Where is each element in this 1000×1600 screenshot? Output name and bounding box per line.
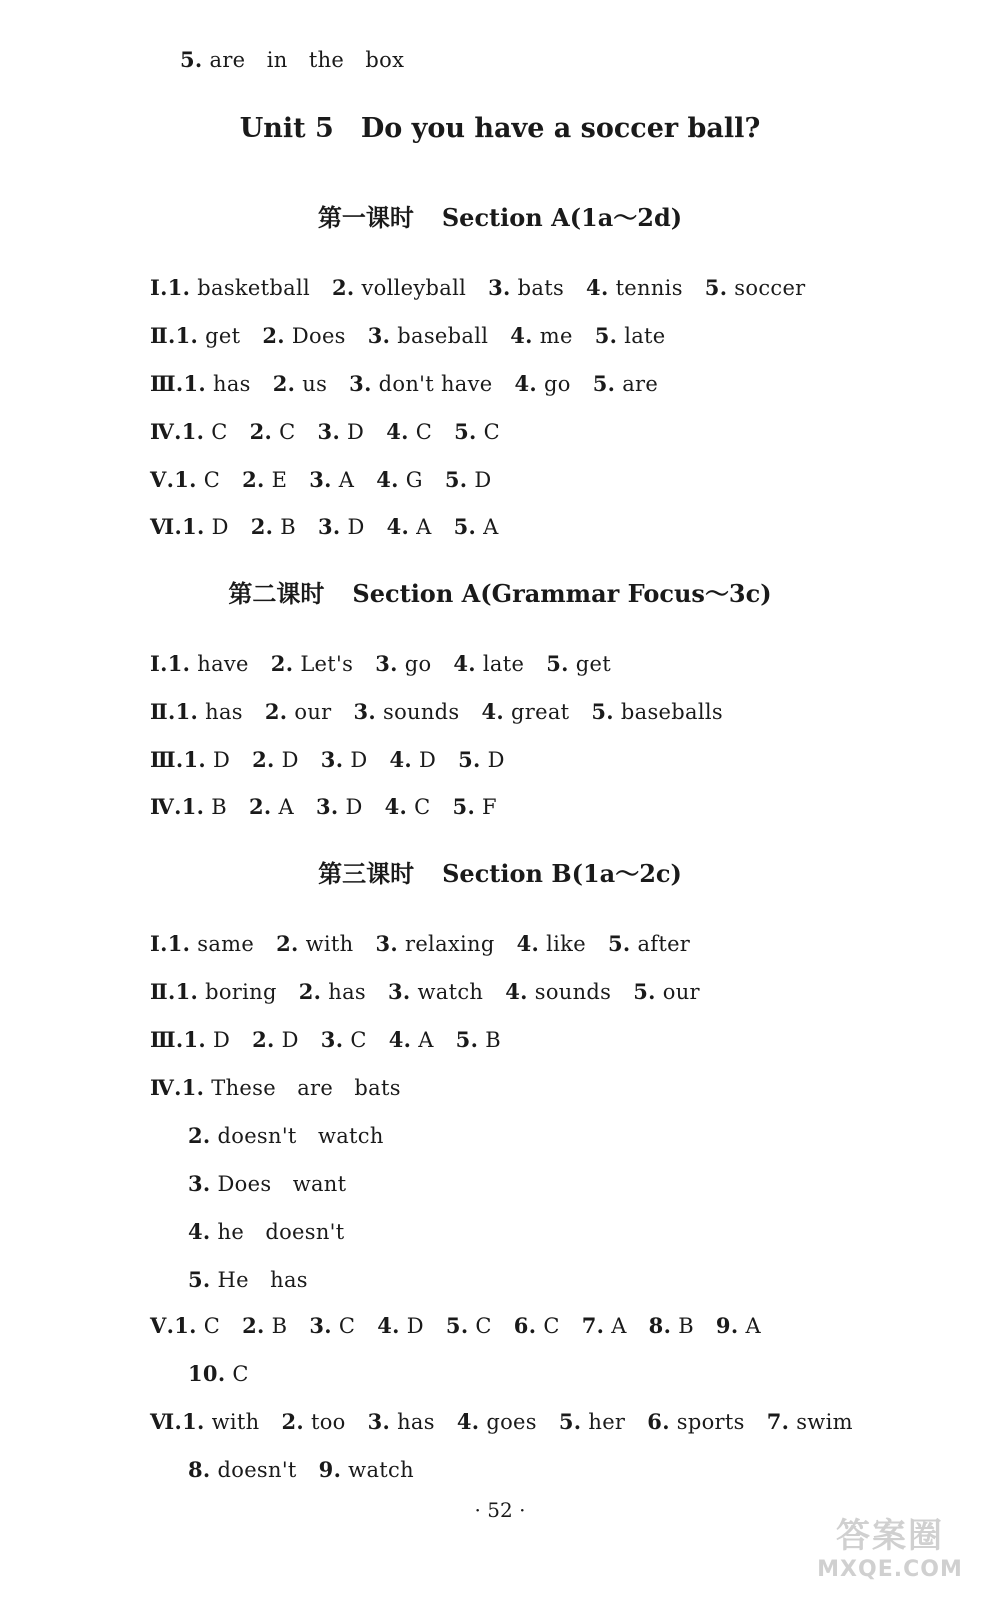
item-answer: A: [483, 515, 499, 539]
item-number: 1.: [183, 747, 207, 772]
roman-numeral: Ⅲ.: [150, 371, 184, 396]
roman-numeral: Ⅱ.: [150, 323, 176, 348]
item-number: 1.: [175, 979, 199, 1004]
item-answer: D: [350, 748, 368, 772]
item-answer: A: [338, 468, 355, 492]
item-answer: go: [404, 652, 432, 676]
watermark-text: 答案圈: [836, 1516, 944, 1556]
item-number: 4.: [386, 514, 410, 539]
item-number: 10.: [188, 1361, 226, 1386]
item-number: 5.: [454, 419, 477, 444]
item-number: 4.: [453, 651, 476, 676]
answer-row: [150, 513, 499, 541]
item-number: 1.: [167, 931, 191, 956]
item-answer: our: [294, 700, 332, 724]
roman-numeral: Ⅱ.: [150, 979, 176, 1004]
item-number: 5.: [592, 371, 616, 396]
item-number: 1.: [167, 651, 191, 676]
item-number: 3.: [320, 747, 344, 772]
top-answer-line: [180, 46, 404, 74]
item-answer: are: [622, 372, 659, 396]
item-number: 4.: [386, 419, 409, 444]
item-answer: D: [347, 515, 365, 539]
item-number: 5.: [453, 514, 477, 539]
item-number: 2.: [264, 699, 288, 724]
item-answer: has: [328, 980, 366, 1004]
item-number: 5.: [633, 979, 656, 1004]
item-answer: C: [415, 420, 433, 444]
item-answer: basketball: [197, 276, 310, 300]
item-answer: great: [511, 700, 570, 724]
item-number: 1.: [183, 371, 207, 396]
item-number: 8.: [188, 1457, 211, 1482]
item-answer: D: [345, 795, 363, 819]
item-number: 5.: [546, 651, 569, 676]
item-number: 9.: [318, 1457, 342, 1482]
item-number: 6.: [647, 1409, 670, 1434]
item-answer: doesn't: [217, 1458, 297, 1482]
item-number: 3.: [375, 931, 398, 956]
item-number: 2.: [272, 371, 296, 396]
item-answer: A: [745, 1314, 761, 1338]
item-number: 3.: [367, 1409, 391, 1434]
roman-numeral: Ⅳ.: [150, 1075, 182, 1100]
roman-numeral: Ⅴ.: [150, 1313, 175, 1338]
item-number: 7.: [766, 1409, 790, 1434]
answer-row: [150, 1074, 401, 1102]
item-answer: D: [487, 748, 505, 772]
item-answer: F: [482, 795, 497, 819]
item-answer: C: [350, 1028, 367, 1052]
item-answer: get: [205, 324, 241, 348]
item-answer: soccer: [734, 276, 806, 300]
item-answer: like: [546, 932, 586, 956]
item-answer: baseballs: [620, 700, 723, 724]
item-number: 2.: [249, 794, 272, 819]
roman-numeral: Ⅲ.: [150, 1027, 184, 1052]
item-number: 4.: [456, 1409, 480, 1434]
item-number: 3.: [309, 1313, 332, 1338]
item-answer: A: [416, 515, 432, 539]
item-number: 4.: [510, 323, 533, 348]
answer-row: [150, 746, 505, 774]
roman-numeral: Ⅰ.: [150, 275, 168, 300]
item-answer: late: [624, 324, 666, 348]
item-answer: he doesn't: [217, 1220, 345, 1244]
item-number: 7.: [581, 1313, 605, 1338]
item-answer: C: [203, 468, 221, 492]
answer-row: [150, 418, 500, 446]
answer-row: [188, 1170, 346, 1198]
item-answer: Does: [291, 324, 346, 348]
answer-row: [188, 1456, 414, 1484]
item-number: 5.: [445, 1313, 469, 1338]
item-answer: bats: [517, 276, 565, 300]
item-number: 2.: [252, 1027, 275, 1052]
answer-row: [150, 322, 666, 350]
item-answer: relaxing: [404, 932, 495, 956]
roman-numeral: Ⅳ.: [150, 794, 182, 819]
answer-row: [150, 793, 497, 821]
item-number: 5.: [444, 467, 468, 492]
item-answer: late: [482, 652, 525, 676]
item-answer: volleyball: [361, 276, 467, 300]
item-answer: us: [302, 372, 328, 396]
item-answer: has: [213, 372, 251, 396]
item-answer: get: [575, 652, 611, 676]
section-title-cn: 第一课时: [317, 204, 414, 232]
item-number: 2.: [252, 747, 275, 772]
item-answer: B: [271, 1314, 288, 1338]
item-number: 5.: [591, 699, 614, 724]
item-answer: her: [588, 1410, 626, 1434]
item-answer: D: [281, 748, 299, 772]
item-answer: swim: [796, 1410, 853, 1434]
item-answer: C: [203, 1314, 221, 1338]
item-answer: Let's: [300, 652, 354, 676]
watermark-logo: [800, 1508, 980, 1588]
item-answer: tennis: [615, 276, 683, 300]
item-number: 5.: [455, 1027, 479, 1052]
item-answer: sounds: [383, 700, 460, 724]
roman-numeral: Ⅵ.: [150, 514, 183, 539]
roman-numeral: Ⅵ.: [150, 1409, 183, 1434]
answer-row: [150, 1312, 761, 1340]
item-answer: go: [544, 372, 571, 396]
roman-numeral: Ⅰ.: [150, 651, 168, 676]
item-number: 9.: [715, 1313, 739, 1338]
item-number: 4.: [514, 371, 538, 396]
answer-row: [188, 1218, 345, 1246]
item-answer: doesn't watch: [217, 1124, 384, 1148]
item-number: 2.: [281, 1409, 304, 1434]
item-number: 4.: [188, 1219, 211, 1244]
item-number: 1.: [181, 1075, 205, 1100]
item-number: 5.: [607, 931, 631, 956]
item-number: 4.: [516, 931, 540, 956]
item-answer: has: [397, 1410, 435, 1434]
item-number: 2.: [242, 1313, 265, 1338]
item-answer: has: [205, 700, 243, 724]
item-number: 4.: [389, 747, 412, 772]
item-number: 1.: [181, 794, 205, 819]
item-answer: D: [213, 1028, 231, 1052]
answer-row: [188, 1360, 249, 1388]
item-number: 1.: [175, 699, 199, 724]
item-answer: sounds: [534, 980, 612, 1004]
item-number: 5.: [452, 794, 476, 819]
roman-numeral: Ⅴ.: [150, 467, 175, 492]
item-number: 5.: [704, 275, 728, 300]
answer-row: [150, 698, 723, 726]
item-answer: C: [338, 1314, 356, 1338]
item-answer: C: [211, 420, 228, 444]
item-answer: C: [279, 420, 296, 444]
answer-row: [150, 466, 492, 494]
item-number: 3.: [367, 323, 391, 348]
item-number: 3.: [317, 419, 341, 444]
answer-row: [188, 1122, 384, 1150]
item-answer: A: [611, 1314, 627, 1338]
roman-numeral: Ⅲ.: [150, 747, 184, 772]
item-number: 1.: [183, 1027, 207, 1052]
section-title-cn: 第二课时: [228, 580, 325, 608]
item-answer: D: [213, 748, 231, 772]
item-number: 3.: [488, 275, 511, 300]
item-answer: too: [310, 1410, 346, 1434]
section-title-en: Section A(1a～2d): [441, 203, 683, 232]
item-number: 3.: [315, 794, 339, 819]
item-answer: with: [211, 1410, 260, 1434]
item-number: 5.: [188, 1267, 211, 1292]
item-number: 4.: [481, 699, 505, 724]
item-number: 1.: [174, 1313, 197, 1338]
item-answer: with: [305, 932, 354, 956]
item-number: 2.: [270, 651, 294, 676]
item-answer: our: [662, 980, 700, 1004]
item-number: 8.: [648, 1313, 672, 1338]
item-number: 3.: [353, 699, 377, 724]
roman-numeral: Ⅰ.: [150, 931, 168, 956]
answer-row: [188, 1266, 308, 1294]
item-number: 3.: [309, 467, 332, 492]
item-answer: A: [418, 1028, 434, 1052]
item-answer: Does want: [217, 1172, 347, 1196]
item-answer: C: [475, 1314, 492, 1338]
answer-row: [150, 930, 690, 958]
unit-title: Unit 5 Do you have a soccer ball?: [239, 113, 761, 144]
item-answer: don't have: [378, 372, 493, 396]
item-number: 1.: [167, 275, 191, 300]
item-number: 2.: [262, 323, 285, 348]
roman-numeral: Ⅱ.: [150, 699, 176, 724]
item-number: 5.: [594, 323, 618, 348]
item-answer: boring: [205, 980, 277, 1004]
item-answer: D: [406, 1314, 424, 1338]
item-answer: C: [414, 795, 431, 819]
item-number: 3.: [317, 514, 341, 539]
item-number: 4.: [376, 467, 399, 492]
item-answer: D: [418, 748, 437, 772]
section-title: [0, 202, 1000, 234]
item-answer: B: [485, 1028, 501, 1052]
item-answer: sports: [676, 1410, 745, 1434]
section-title-cn: 第三课时: [318, 860, 415, 888]
item-answer: C: [483, 420, 500, 444]
item-number: 3.: [375, 651, 398, 676]
item-answer: A: [278, 795, 294, 819]
item-number: 4.: [377, 1313, 400, 1338]
item-number: 4.: [586, 275, 609, 300]
item-number: 1.: [174, 467, 197, 492]
item-number: 1.: [182, 1409, 205, 1434]
answer-row: [150, 1026, 501, 1054]
item-number: 5.: [458, 747, 481, 772]
item-answer: have: [197, 652, 249, 676]
section-title: [0, 578, 1000, 610]
item-number: 2.: [242, 467, 265, 492]
item-number: 4.: [505, 979, 528, 1004]
item-number: 2.: [188, 1123, 211, 1148]
page-number: · 52 ·: [474, 1498, 526, 1522]
answer-row: [150, 274, 806, 302]
item-number: 2.: [250, 514, 274, 539]
item-answer: G: [405, 468, 423, 492]
item-answer: watch: [348, 1458, 414, 1482]
item-answer: D: [347, 420, 365, 444]
item-answer: He has: [217, 1268, 308, 1292]
item-answer: These are bats: [211, 1076, 401, 1100]
item-number: 6.: [513, 1313, 537, 1338]
item-number: 2.: [249, 419, 273, 444]
section-title: [0, 858, 1000, 890]
watermark-url: MXQE.COM: [817, 1557, 963, 1582]
item-answer: goes: [486, 1410, 537, 1434]
item-answer: after: [637, 932, 691, 956]
item-answer: me: [539, 324, 573, 348]
item-number: 2.: [331, 275, 355, 300]
item-number: 4.: [384, 794, 408, 819]
answer-row: [150, 1408, 853, 1436]
item-answer: same: [197, 932, 255, 956]
item-answer: C: [232, 1362, 249, 1386]
item-number: 3.: [188, 1171, 211, 1196]
item-answer: B: [280, 515, 296, 539]
item-answer: baseball: [397, 324, 489, 348]
item-answer: E: [271, 468, 288, 492]
item-number: 5.: [180, 47, 203, 72]
item-number: 2.: [298, 979, 322, 1004]
item-answer: B: [678, 1314, 694, 1338]
item-answer: D: [211, 515, 229, 539]
section-title-en: Section A(Grammar Focus～3c): [352, 579, 772, 608]
section-title-en: Section B(1a～2c): [442, 859, 682, 888]
item-answer: D: [281, 1028, 299, 1052]
item-number: 4.: [388, 1027, 412, 1052]
item-answer: watch: [417, 980, 484, 1004]
item-answer: are in the box: [209, 48, 405, 72]
item-number: 3.: [387, 979, 411, 1004]
answer-row: [150, 370, 658, 398]
item-answer: D: [474, 468, 492, 492]
item-number: 3.: [320, 1027, 344, 1052]
item-answer: B: [211, 795, 227, 819]
item-number: 1.: [182, 514, 205, 539]
item-answer: C: [543, 1314, 560, 1338]
item-number: 2.: [276, 931, 299, 956]
item-number: 3.: [349, 371, 372, 396]
roman-numeral: Ⅳ.: [150, 419, 182, 444]
item-number: 1.: [181, 419, 205, 444]
answer-row: [150, 650, 611, 678]
item-number: 5.: [558, 1409, 582, 1434]
item-number: 1.: [175, 323, 199, 348]
answer-row: [150, 978, 700, 1006]
